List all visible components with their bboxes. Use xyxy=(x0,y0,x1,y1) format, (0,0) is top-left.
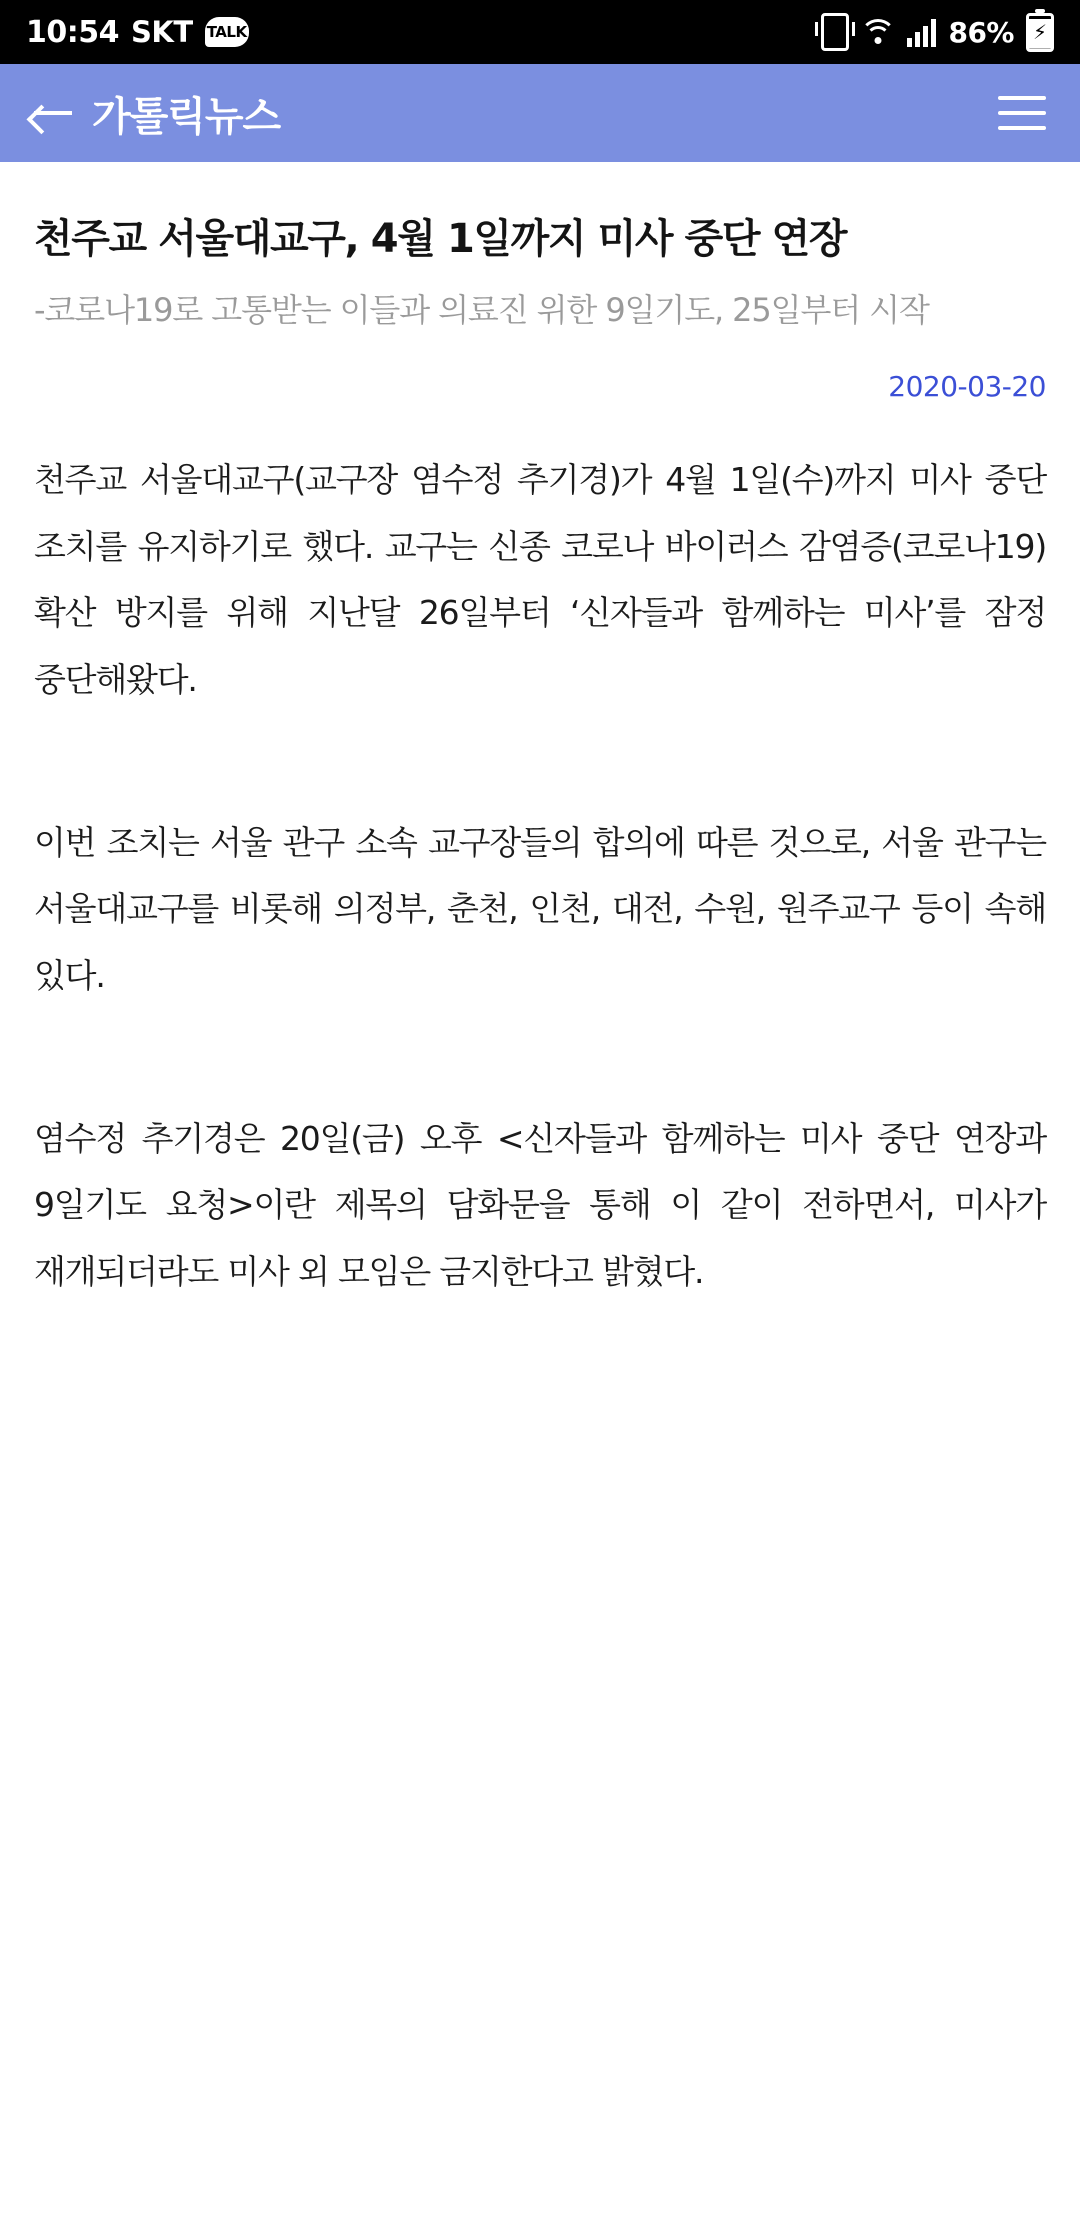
article-headline: 천주교 서울대교구, 4월 1일까지 미사 중단 연장 xyxy=(34,216,847,262)
status-bar-right xyxy=(821,13,1054,52)
back-arrow-icon[interactable] xyxy=(30,90,76,136)
battery-icon: ⚡ xyxy=(1026,13,1054,52)
app-bar xyxy=(0,64,1080,162)
carrier-label: SKT xyxy=(131,15,193,49)
article-container xyxy=(0,162,1080,1306)
signal-icon xyxy=(907,17,936,47)
status-bar-left xyxy=(26,15,249,50)
article-paragraph: 염수정 추기경은 20일(금) 오후 <신자들과 함께하는 미사 중단 연장과 9일기도 요청>이란 제목의 담화문을 통해 이 같이 전하면서, 미사가 재개되더라도 미사 외 모임은 금지한다고 밝혔다. xyxy=(34,1118,1046,1291)
article-paragraph: 이번 조치는 서울 관구 소속 교구장들의 합의에 따른 것으로, 서울 관구는 서울대교구를 비롯해 의정부, 춘천, 인천, 대전, 수원, 원주교구 등이 속해 있다. xyxy=(34,822,1046,995)
article-paragraph: 천주교 서울대교구(교구장 염수정 추기경)가 4월 1일(수)까지 미사 중단 조치를 유지하기로 했다. 교구는 신종 코로나 바이러스 감염증(코로나19) 확산 방지를 위해 지난달 26일부터 ‘신자들과 함께하는 미사’를 잠정 중단해왔다. xyxy=(34,460,1046,699)
app-title: 가톨릭뉴스 xyxy=(92,93,281,140)
battery-percent-label: 86% xyxy=(948,15,1014,49)
app-bar-left xyxy=(30,85,280,142)
article-date: 2020-03-20 xyxy=(888,370,1046,403)
status-bar xyxy=(0,0,1080,64)
kakaotalk-icon: TALK xyxy=(205,17,249,47)
wifi-icon xyxy=(861,19,895,45)
status-time: 10:54 xyxy=(26,14,119,50)
hamburger-menu-icon[interactable] xyxy=(998,96,1046,130)
vibrate-icon xyxy=(821,13,849,51)
article-subheadline: -코로나19로 고통받는 이들과 의료진 위한 9일기도, 25일부터 시작 xyxy=(34,291,929,329)
